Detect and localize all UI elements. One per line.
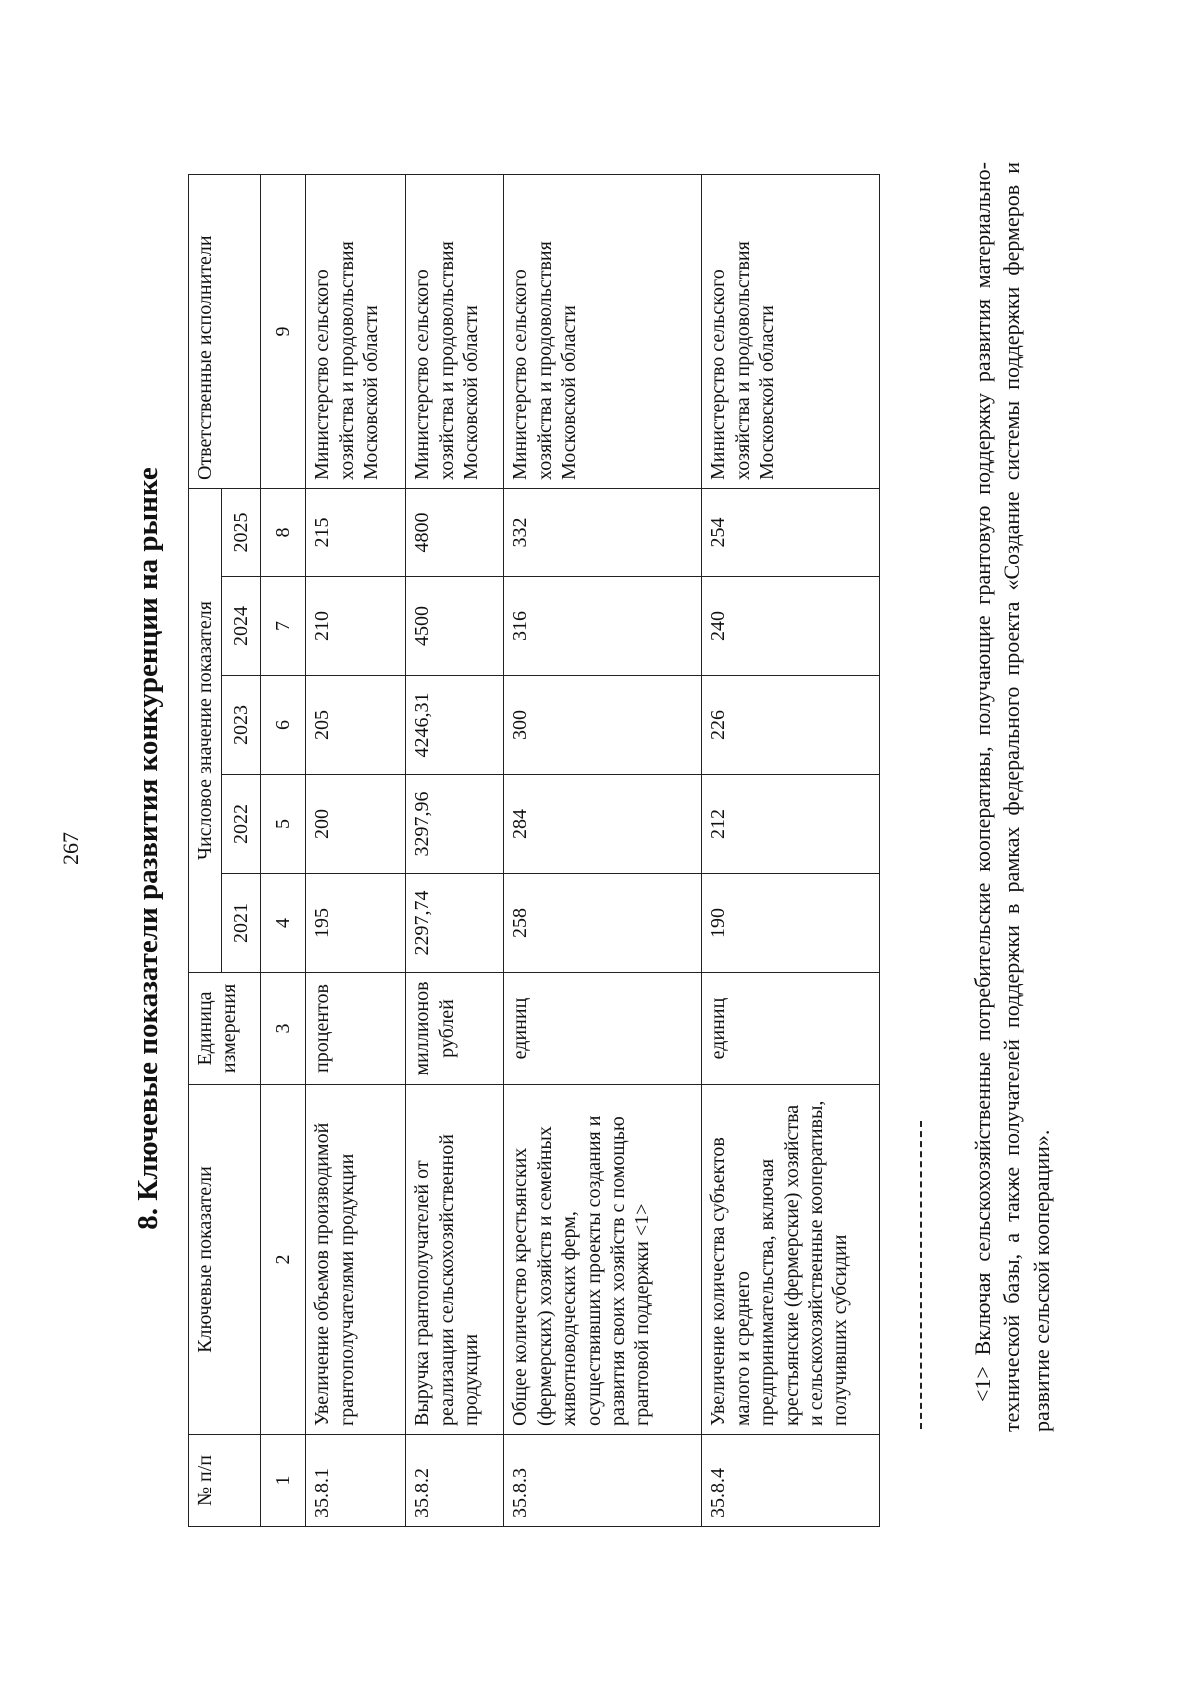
row-value: 226 — [702, 676, 880, 775]
header-unit: Единица измерения — [189, 973, 261, 1085]
footnote-separator — [920, 1121, 922, 1429]
header-responsible: Ответственные исполнители — [189, 175, 261, 489]
row-num: 35.8.4 — [702, 1435, 880, 1527]
row-value: 284 — [504, 775, 702, 874]
column-number: 4 — [261, 874, 306, 973]
table-row — [504, 175, 702, 1527]
header-num: № п/п — [189, 1435, 261, 1527]
row-value: 190 — [702, 874, 880, 973]
header-year: 2024 — [222, 577, 261, 676]
key-indicators-table — [188, 174, 880, 1527]
page-number: 267 — [58, 832, 83, 865]
row-unit: процентов — [306, 973, 406, 1085]
column-number: 6 — [261, 676, 306, 775]
row-num: 35.8.1 — [306, 1435, 406, 1527]
row-value: 205 — [306, 676, 406, 775]
row-unit: единиц — [504, 973, 702, 1085]
row-indicator: Общее количество крестьянских (фермерских) хозяйств и семейных животноводческих ферм, осуществивших проекты создания и развития своих хозяйств с помощью грантовой поддержки <1> — [504, 1085, 702, 1435]
row-unit: единиц — [702, 973, 880, 1085]
row-value: 254 — [702, 489, 880, 577]
column-number: 7 — [261, 577, 306, 676]
header-values-group: Числовое значение показателя — [189, 489, 222, 973]
row-value: 210 — [306, 577, 406, 676]
column-number: 9 — [261, 175, 306, 489]
column-number: 2 — [261, 1085, 306, 1435]
footnote: <1> Включая сельскохозяйственные потребительские кооперативы, получающие грантовую поддержку развития материально-технической базы, а также получателей поддержки в рамках федерального проекта «Создание системы поддержки фермеров и развитие сельской кооперации». — [970, 162, 1054, 1432]
section-title: 8. Ключевые показатели развития конкуренции на рынке — [132, 467, 164, 1230]
row-value: 240 — [702, 577, 880, 676]
header-year: 2025 — [222, 489, 261, 577]
row-value: 258 — [504, 874, 702, 973]
row-responsible: Министерство сельского хозяйства и продовольствия Московской области — [702, 175, 880, 489]
table-row — [702, 175, 880, 1527]
row-value: 212 — [702, 775, 880, 874]
table-row — [406, 175, 504, 1527]
row-value: 195 — [306, 874, 406, 973]
row-value: 332 — [504, 489, 702, 577]
row-value: 316 — [504, 577, 702, 676]
row-responsible: Министерство сельского хозяйства и продовольствия Московской области — [306, 175, 406, 489]
row-value: 2297,74 — [406, 874, 504, 973]
header-year: 2022 — [222, 775, 261, 874]
header-indicator: Ключевые показатели — [189, 1085, 261, 1435]
row-indicator: Увеличение объемов производимой грантополучателями продукции — [306, 1085, 406, 1435]
header-year: 2023 — [222, 676, 261, 775]
row-unit: миллионов рублей — [406, 973, 504, 1085]
row-value: 4500 — [406, 577, 504, 676]
header-year: 2021 — [222, 874, 261, 973]
row-value: 200 — [306, 775, 406, 874]
column-number-row — [261, 175, 306, 1527]
row-value: 3297,96 — [406, 775, 504, 874]
row-value: 300 — [504, 676, 702, 775]
row-value: 215 — [306, 489, 406, 577]
column-number: 3 — [261, 973, 306, 1085]
column-number: 1 — [261, 1435, 306, 1527]
column-number: 5 — [261, 775, 306, 874]
table-row — [306, 175, 406, 1527]
row-responsible: Министерство сельского хозяйства и продовольствия Московской области — [406, 175, 504, 489]
row-value: 4800 — [406, 489, 504, 577]
row-responsible: Министерство сельского хозяйства и продовольствия Московской области — [504, 175, 702, 489]
row-num: 35.8.2 — [406, 1435, 504, 1527]
row-value: 4246,31 — [406, 676, 504, 775]
row-indicator: Выручка грантополучателей от реализации сельскохозяйственной продукции — [406, 1085, 504, 1435]
row-indicator: Увеличение количества субъектов малого и среднего предпринимательства, включая крестьянские (фермерские) хозяйства и сельскохозяйственные кооперативы, получивших субсидии — [702, 1085, 880, 1435]
row-num: 35.8.3 — [504, 1435, 702, 1527]
column-number: 8 — [261, 489, 306, 577]
